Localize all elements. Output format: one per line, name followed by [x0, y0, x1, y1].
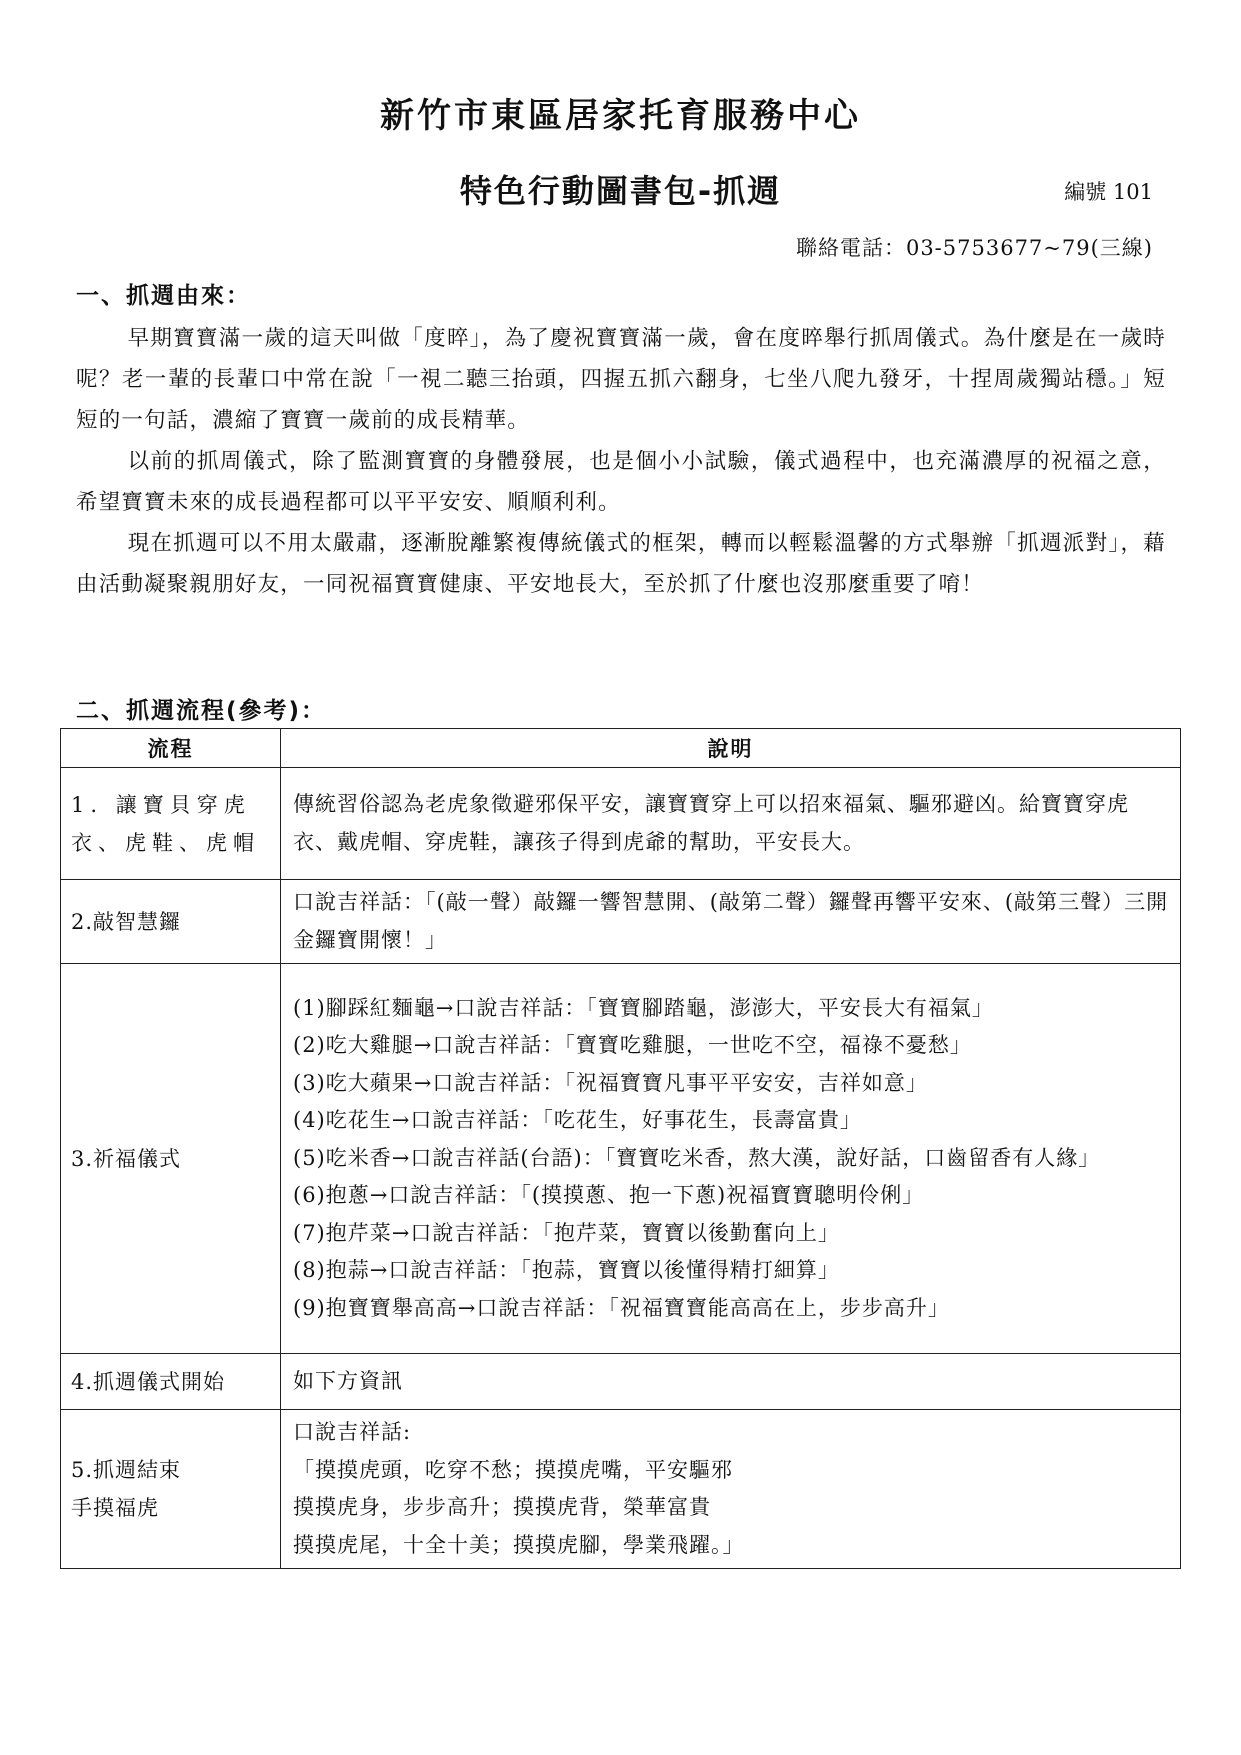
paragraph: 以前的抓周儀式，除了監測寶寶的身體發展，也是個小小試驗，儀式過程中，也充滿濃厚的祝福之意，希望寶寶未來的成長過程都可以平平安安、順順利利。 — [76, 449, 1166, 515]
description-cell — [281, 1410, 1181, 1569]
column-header-step: 流程 — [61, 729, 281, 768]
description-line: (4)吃花生→口說吉祥話：「吃花生，好事花生，長壽富貴」 — [293, 1108, 862, 1133]
document-title: 特色行動圖書包-抓週 — [459, 172, 782, 210]
paragraph: 早期寶寶滿一歲的這天叫做「度晬」，為了慶祝寶寶滿一歲，會在度晬舉行抓周儀式。為什麼是在一歲時呢？老一輩的長輩口中常在說「一視二聽三抬頭，四握五抓六翻身，七坐八爬九發牙，十捏周歲獨站穩。」短短的一句話，濃縮了寶寶一歲前的成長精華。 — [76, 326, 1166, 433]
table-row — [61, 1354, 1181, 1410]
table-row — [61, 964, 1181, 1354]
table-row — [61, 880, 1181, 964]
description-line: (3)吃大蘋果→口說吉祥話：「祝福寶寶凡事平平安安，吉祥如意」 — [293, 1070, 928, 1095]
description-line: 口說吉祥話: — [293, 1420, 412, 1444]
description-line: 口說吉祥話：「(敲一聲）敲鑼一響智慧開、(敲第二聲）鑼聲再響平安來、(敲第三聲）三開金鑼寶開懷！」 — [293, 890, 1169, 952]
description-line: 傳統習俗認為老虎象徵避邪保平安，讓寶寶穿上可以招來福氣、驅邪避凶。給寶寶穿虎衣、戴虎帽、穿虎鞋，讓孩子得到虎爺的幫助，平安長大。 — [293, 792, 1129, 854]
section-heading-origin: 一、抓週由來： — [76, 283, 251, 309]
description-line: (9)抱寶寶舉高高→口說吉祥話：「祝福寶寶能高高在上，步步高升」 — [293, 1295, 950, 1320]
description-line: (2)吃大雞腿→口說吉祥話：「寶寶吃雞腿，一世吃不空，福祿不憂愁」 — [293, 1033, 972, 1058]
step-cell — [61, 1410, 281, 1569]
origin-body — [76, 318, 1166, 605]
step-cell: 4.抓週儀式開始 — [61, 1354, 281, 1410]
table-row — [61, 768, 1181, 880]
step-line: 手摸福虎 — [71, 1496, 159, 1520]
step-line: 5.抓週結束 — [71, 1458, 182, 1482]
description-cell — [281, 964, 1181, 1354]
description-line: 如下方資訊 — [293, 1368, 403, 1393]
description-cell — [281, 880, 1181, 964]
table-header-row — [61, 729, 1181, 768]
step-cell: 3.祈福儀式 — [61, 964, 281, 1354]
section-heading-process: 二、抓週流程(參考)： — [76, 698, 327, 724]
process-table — [60, 728, 1181, 1569]
description-cell — [281, 1354, 1181, 1410]
description-line: (6)抱蔥→口說吉祥話：「(摸摸蔥、抱一下蔥)祝福寶寶聰明伶俐」 — [293, 1183, 925, 1208]
description-cell — [281, 768, 1181, 880]
description-line: 摸摸虎身，步步高升；摸摸虎背，榮華富貴 — [293, 1495, 711, 1519]
description-line: (1)腳踩紅麵龜→口說吉祥話：「寶寶腳踏龜，澎澎大，平安長大有福氣」 — [293, 995, 994, 1020]
description-line: 「摸摸虎頭，吃穿不愁；摸摸虎嘴，平安驅邪 — [293, 1457, 733, 1482]
table-row — [61, 1410, 1181, 1569]
contact-phone: 聯絡電話：03-5753677~79(三線) — [795, 236, 1153, 260]
paragraph: 現在抓週可以不用太嚴肅，逐漸脫離繁複傳統儀式的框架，轉而以輕鬆溫馨的方式舉辦「抓週派對」，藉由活動凝聚親朋好友，一同祝福寶寶健康、平安地長大，至於抓了什麼也沒那麼重要了唷！ — [76, 531, 1166, 597]
document-number: 編號 101 — [1064, 180, 1153, 204]
step-cell: 2.敲智慧鑼 — [61, 880, 281, 964]
description-line: (8)抱蒜→口說吉祥話：「抱蒜，寶寶以後懂得精打細算」 — [293, 1258, 840, 1283]
description-line: (7)抱芹菜→口說吉祥話：「抱芹菜，寶寶以後勤奮向上」 — [293, 1220, 840, 1245]
description-line: 摸摸虎尾，十全十美；摸摸虎腳，學業飛躍。」 — [293, 1532, 745, 1557]
column-header-description: 說明 — [281, 729, 1181, 768]
organization-title: 新竹市東區居家托育服務中心 — [380, 96, 861, 136]
step-cell: 1. 讓寶貝穿虎衣、虎鞋、虎帽 — [61, 768, 281, 880]
description-line: (5)吃米香→口說吉祥話(台語)：「寶寶吃米香，熬大漢，說好話，口齒留香有人緣」 — [293, 1145, 1101, 1170]
